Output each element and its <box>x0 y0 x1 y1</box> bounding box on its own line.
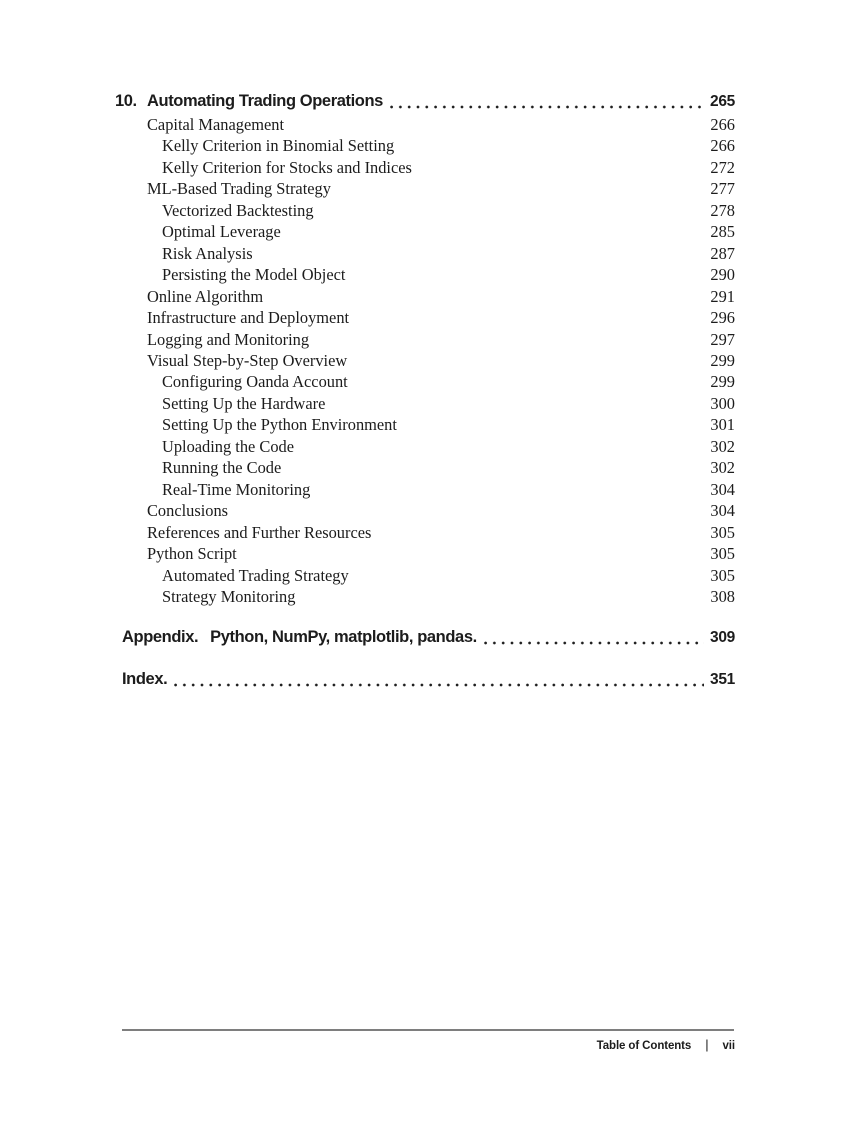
toc-entry-page: 300 <box>710 393 735 413</box>
toc-index-row <box>115 668 735 691</box>
toc-entry-label: Running the Code <box>162 458 282 478</box>
toc-entry-page: 305 <box>710 565 735 585</box>
toc-entry <box>115 414 735 435</box>
toc-entry-page: 266 <box>710 136 735 156</box>
appendix-label: Appendix. <box>122 628 199 647</box>
toc-entry-page: 299 <box>710 372 735 392</box>
toc-entry-page: 301 <box>710 415 735 435</box>
footer-separator: | <box>705 1037 709 1052</box>
toc-entry <box>115 500 735 521</box>
toc-entry <box>115 286 735 307</box>
index-page-number: 351 <box>710 671 735 689</box>
toc-entry-page: 299 <box>710 350 735 370</box>
toc-entry <box>115 221 735 242</box>
toc-entry-label: Infrastructure and Deployment <box>147 308 350 328</box>
toc-entry <box>115 436 735 457</box>
toc-entry-label: Strategy Monitoring <box>162 586 296 606</box>
toc-entry <box>115 393 735 414</box>
toc-appendix-row <box>115 626 735 649</box>
dotted-leader <box>174 683 704 687</box>
toc-entry-label: Configuring Oanda Account <box>162 372 348 392</box>
toc-entry-label: Optimal Leverage <box>162 222 281 242</box>
dotted-leader <box>390 105 704 109</box>
toc-entry-page: 305 <box>710 544 735 564</box>
toc-entry-label: Capital Management <box>147 115 284 134</box>
toc-entry-label: Real-Time Monitoring <box>162 479 311 499</box>
toc-entry-label: References and Further Resources <box>147 522 372 542</box>
toc-entry <box>115 479 735 500</box>
appendix-page-number: 309 <box>710 629 735 647</box>
chapter-title: Automating Trading Operations <box>147 92 383 110</box>
toc-entry <box>115 543 735 564</box>
toc-entry-label: Persisting the Model Object <box>162 265 346 285</box>
toc-entry <box>115 135 735 156</box>
toc-entry-label: Risk Analysis <box>162 243 253 263</box>
page-footer <box>597 1037 735 1052</box>
toc-entry-page: 291 <box>710 286 735 306</box>
toc-entry-label: Python Script <box>147 544 237 564</box>
toc-entry-page: 266 <box>710 115 735 134</box>
toc-entry-page: 287 <box>710 243 735 263</box>
toc-entry-page: 290 <box>710 265 735 285</box>
toc-entry <box>115 522 735 543</box>
toc-entry-label: Vectorized Backtesting <box>162 200 314 220</box>
toc-entry-page: 296 <box>710 308 735 328</box>
toc-entry <box>115 114 735 135</box>
toc-entry-page: 272 <box>710 157 735 177</box>
toc-entry-page: 285 <box>710 222 735 242</box>
index-label: Index. <box>122 670 168 689</box>
toc-entry-page: 308 <box>710 586 735 606</box>
toc-entry <box>115 264 735 285</box>
toc-content <box>115 90 735 691</box>
toc-entry <box>115 371 735 392</box>
footer-section-label: Table of Contents <box>596 1040 692 1052</box>
toc-entries <box>115 114 735 607</box>
toc-entry <box>115 565 735 586</box>
toc-entry <box>115 350 735 371</box>
chapter-number: 10. <box>115 92 137 110</box>
appendix-title: Python, NumPy, matplotlib, pandas. <box>210 628 477 647</box>
toc-entry-page: 278 <box>710 200 735 220</box>
toc-entry-label: Visual Step-by-Step Overview <box>147 350 348 370</box>
toc-entry-page: 302 <box>710 436 735 456</box>
toc-entry-page: 304 <box>710 479 735 499</box>
toc-entry <box>115 329 735 350</box>
toc-entry <box>115 586 735 607</box>
toc-entry-label: Online Algorithm <box>147 286 264 306</box>
chapter-page-number: 265 <box>710 93 735 110</box>
toc-entry-page: 297 <box>710 329 735 349</box>
toc-entry-label: Kelly Criterion for Stocks and Indices <box>162 157 412 177</box>
toc-entry <box>115 200 735 221</box>
toc-entry-label: Setting Up the Python Environment <box>162 415 397 435</box>
toc-entry-page: 304 <box>710 501 735 521</box>
toc-entry-label: ML-Based Trading Strategy <box>147 179 331 199</box>
toc-entry-label: Kelly Criterion in Binomial Setting <box>162 136 395 156</box>
toc-entry-page: 302 <box>710 458 735 478</box>
toc-entry <box>115 243 735 264</box>
toc-entry-page: 277 <box>710 179 735 199</box>
footer-page-number: vii <box>722 1040 735 1052</box>
toc-chapter-row <box>115 90 735 113</box>
toc-entry <box>115 457 735 478</box>
footer-rule <box>122 1029 734 1031</box>
toc-entry-page: 305 <box>710 522 735 542</box>
toc-entry-label: Conclusions <box>147 501 229 521</box>
dotted-leader <box>484 641 704 645</box>
toc-entry <box>115 178 735 199</box>
toc-entry-label: Uploading the Code <box>162 436 295 456</box>
toc-entry-label: Automated Trading Strategy <box>162 565 349 585</box>
toc-entry <box>115 307 735 328</box>
toc-entry <box>115 157 735 178</box>
toc-entry-label: Logging and Monitoring <box>147 329 310 349</box>
toc-entry-label: Setting Up the Hardware <box>162 393 326 413</box>
